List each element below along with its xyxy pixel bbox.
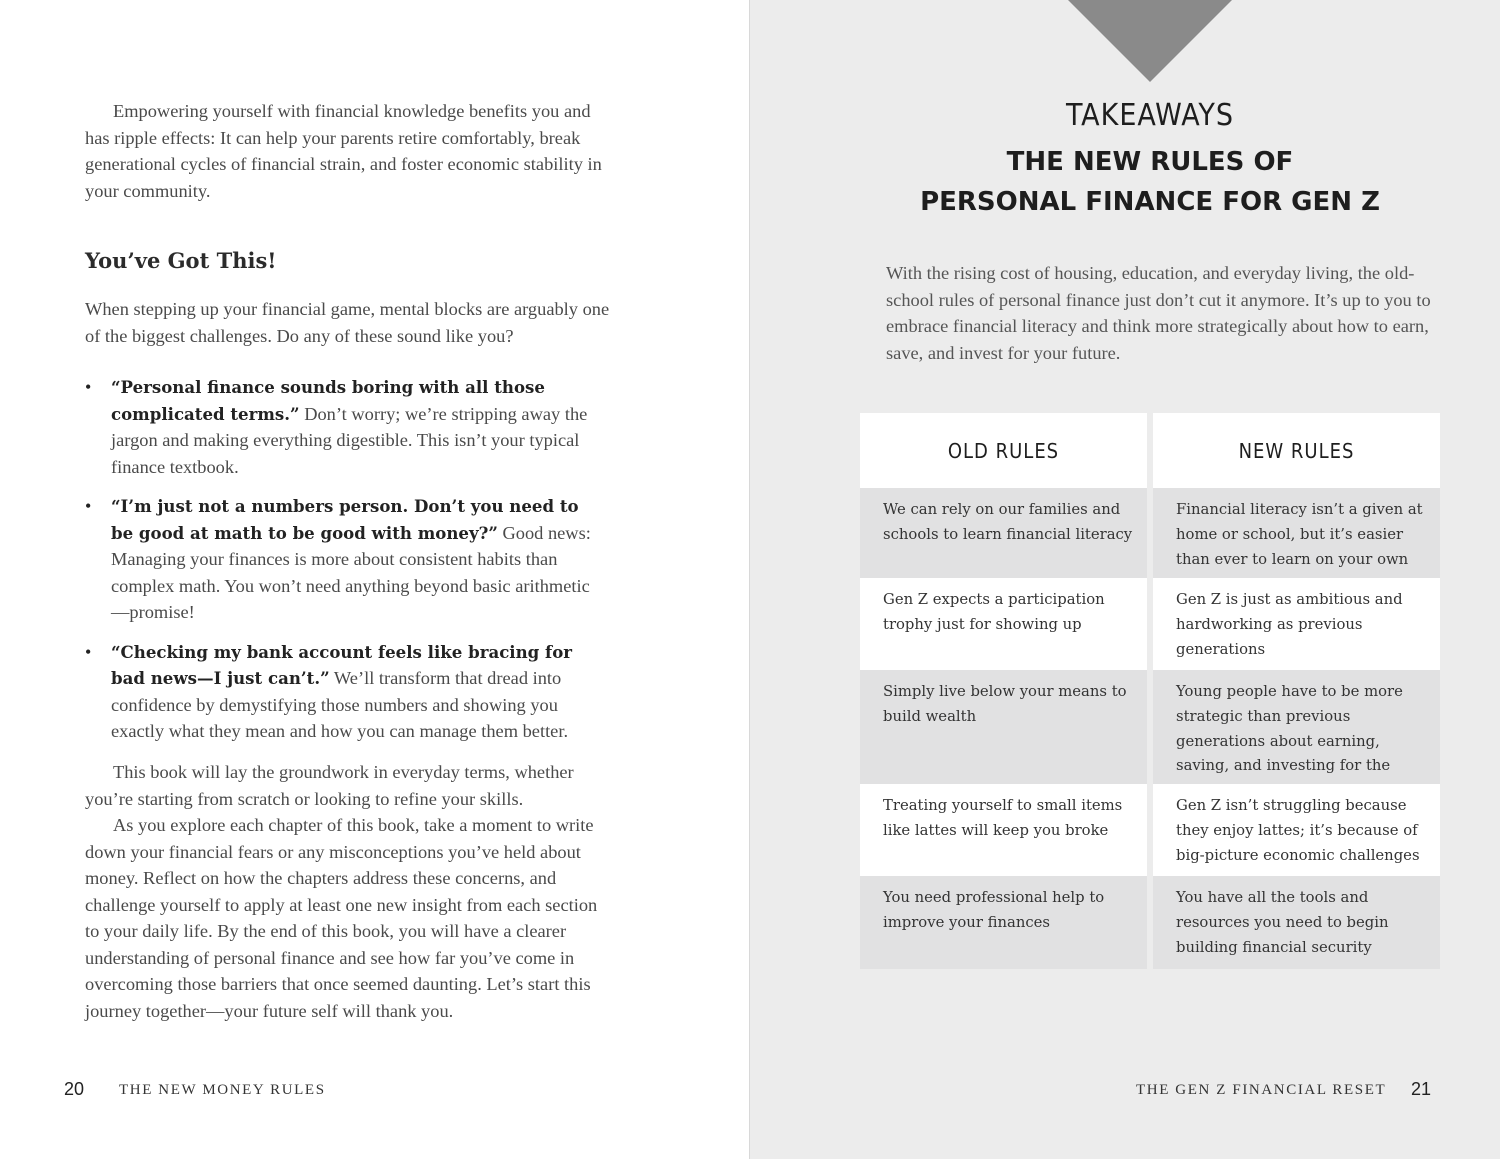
closing-paragraph: As you explore each chapter of this book, take a moment to write down your financial fears or any misconceptions you’ve held about money. Reflect on how the chapters address these concerns, and challenge yourself to apply at least one new insight from each section to your daily life. By the end of this book, you will have a clearer understanding of personal finance and see how far you’ve come in overcoming those barriers that once seemed daunting. Let’s start this journey together—your future self will thank you. [85, 815, 598, 1021]
running-head: THE NEW MONEY RULES [119, 1082, 326, 1098]
running-head: THE GEN Z FINANCIAL RESET [1136, 1082, 1387, 1098]
old-rule-cell: Treating yourself to small items like lattes will keep you broke [860, 784, 1147, 876]
bullet-response: We’ll transform that dread into confidence by demystifying those numbers and showing you exactly what they mean and how you can manage them better. [111, 668, 569, 741]
bullet-quote: “Checking my bank account feels like bracing for bad news—I just can’t.” [111, 641, 573, 688]
list-item [85, 493, 595, 626]
closing-paragraph: This book will lay the groundwork in everyday terms, whether you’re starting from scratch or looking to refine your skills. [85, 762, 574, 809]
new-rule-cell: You have all the tools and resources you need to begin building financial security [1153, 876, 1440, 969]
table-row [860, 876, 1440, 969]
old-rule-cell: We can rely on our families and schools to learn financial literacy [860, 488, 1147, 578]
old-rule-cell: Gen Z expects a participation trophy just for showing up [860, 578, 1147, 670]
new-rule-cell: Gen Z is just as ambitious and hardworking as previous generations [1153, 578, 1440, 670]
table-row [860, 488, 1440, 578]
takeaways-label: TAKEAWAYS [1066, 98, 1234, 133]
title-line: PERSONAL FINANCE FOR GEN Z [920, 187, 1380, 217]
bullet-icon: • [85, 496, 92, 516]
rules-table [860, 413, 1440, 969]
closing-section [85, 759, 615, 1024]
old-rule-cell: You need professional help to improve your finances [860, 876, 1147, 969]
challenge-paragraph: When stepping up your financial game, mental blocks are arguably one of the biggest challenges. Do any of these sound like you? [85, 299, 610, 346]
old-rule-cell: Simply live below your means to build wealth [860, 670, 1147, 784]
mental-blocks-list [85, 374, 595, 758]
list-item [85, 374, 595, 480]
column-header-new-rules: NEW RULES [1153, 413, 1440, 488]
title-line: THE NEW RULES OF [1006, 147, 1294, 177]
page-number: 21 [1411, 1079, 1432, 1099]
new-rule-cell: Gen Z isn’t struggling because they enjoy lattes; it’s because of big-picture economic challenges [1153, 784, 1440, 876]
bullet-icon: • [85, 377, 92, 397]
list-item [85, 639, 595, 745]
page-number: 20 [64, 1079, 85, 1099]
table-header [860, 413, 1440, 488]
right-page [750, 0, 1500, 1159]
page-title [750, 142, 1500, 222]
bullet-quote: “I’m just not a numbers person. Don’t you need to be good at math to be good with money?” [111, 496, 579, 543]
new-rule-cell: Financial literacy isn’t a given at home or school, but it’s easier than ever to learn on your own [1153, 488, 1440, 578]
bullet-icon: • [85, 641, 92, 662]
table-row [860, 578, 1440, 670]
bullet-response: Good news: Managing your finances is more about consistent habits than complex math. You won’t need anything beyond basic arithmetic—promise! [111, 522, 591, 622]
takeaways-intro: With the rising cost of housing, education, and everyday living, the old-school rules of personal finance just don’t cut it anymore. It’s up to you to embrace financial literacy and think more strategically about how to earn, save, and invest for your future. [886, 263, 1431, 363]
section-heading: You’ve Got This! [85, 248, 277, 273]
table-row [860, 670, 1440, 784]
bullet-quote: “Personal finance sounds boring with all those complicated terms.” [111, 377, 545, 424]
new-rule-cell: Young people have to be more strategic than previous generations about earning, saving, and investing for the [1153, 670, 1440, 784]
column-header-old-rules: OLD RULES [860, 413, 1147, 488]
chevron-down-icon [1068, 0, 1232, 82]
bullet-response: Don’t worry; we’re stripping away the jargon and making everything digestible. This isn’t your typical finance textbook. [111, 403, 588, 477]
intro-paragraph: Empowering yourself with financial knowledge benefits you and has ripple effects: It can help your parents retire comfortably, break generational cycles of financial strain, and foster economic stability in your community. [85, 101, 602, 201]
table-row [860, 784, 1440, 876]
